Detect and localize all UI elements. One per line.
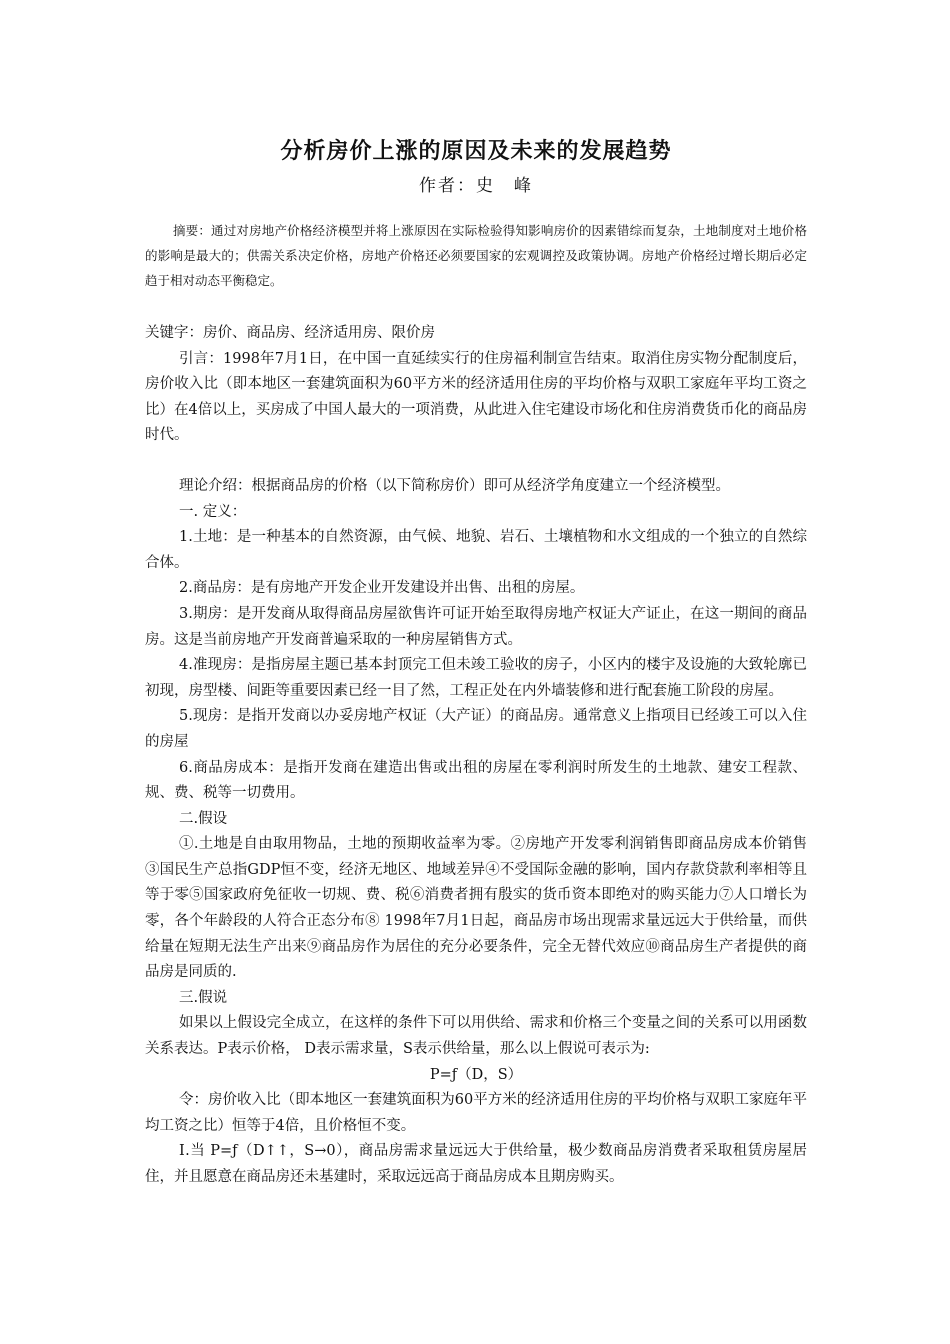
definition-quasi-existing-housing: 4.准现房：是指房屋主题已基本封顶完工但未竣工验收的房子，小区内的楼宇及设施的大致轮廓已初现，房型楼、间距等重要因素已经一目了然，工程正处在内外墙装修和进行配套施工阶段的房屋。	[145, 657, 807, 699]
case-one-paragraph: Ⅰ.当 P=ƒ（D↑↑，S→0），商品房需求量远远大于供给量，极少数商品房消费者采取租赁房屋居住，并且愿意在商品房还未基建时，采取远远高于商品房成本且期房购买。	[145, 1143, 807, 1185]
abstract-paragraph: 摘要：通过对房地产价格经济模型并将上涨原因在实际检验得知影响房价的因素错综而复杂，土地制度对土地价格的影响是最大的；供需关系决定价格，房地产价格还必须要国家的宏观调控及政策协调。房地产价格经过增长期后必定趋于相对动态平衡稳定。	[145, 223, 807, 288]
section-heading-definitions: 一. 定义：	[179, 503, 247, 520]
paragraph-spacer	[145, 449, 807, 474]
section-heading-assumptions: 二.假设	[179, 810, 228, 827]
hypothesis-paragraph: 如果以上假设完全成立，在这样的条件下可以用供给、需求和价格三个变量之间的关系可以用函数关系表达。P表示价格， D表示需求量，S表示供给量，那么以上假说可表示为:	[145, 1015, 807, 1058]
let-paragraph: 令：房价收入比（即本地区一套建筑面积为60平方米的经济适用住房的平均价格与双职工家庭年平均工资之比）恒等于4倍，且价格恒不变。	[145, 1092, 807, 1134]
definition-commercial-housing: 2.商品房：是有房地产开发企业开发建设并出售、出租的房屋。	[179, 580, 585, 597]
section-heading-hypothesis: 三.假说	[179, 989, 228, 1006]
definition-existing-housing: 5.现房：是指开发商以办妥房地产权证（大产证）的商品房。通常意义上指项目已经竣工可以入住的房屋	[145, 708, 807, 750]
theory-paragraph: 理论介绍：根据商品房的价格（以下简称房价）即可从经济学角度建立一个经济模型。	[179, 477, 730, 494]
formula-line: P=ƒ（D，S）	[429, 1066, 523, 1083]
definition-off-plan-housing: 3.期房：是开发商从取得商品房屋欲售许可证开始至取得房地产权证大产证止，在这一期间的商品房。这是当前房地产开发商普遍采取的一种房屋销售方式。	[145, 605, 807, 648]
keywords-line: 关键字：房价、商品房、经济适用房、限价房	[145, 325, 435, 341]
document-author: 作者：史 峰	[419, 176, 533, 196]
assumptions-paragraph: ①.土地是自由取用物品，土地的预期收益率为零。②房地产开发零利润销售即商品房成本价销售③国民生产总指GDP恒不变，经济无地区、地域差异④不受国际金融的影响，国内存款贷款利率相等且等于零⑤国家政府免征收一切规、费、税⑥消费者拥有殷实的货币资本即绝对的购买能力⑦人口增长为零，各个年龄段的人符合正态分布⑧ 1998年7月1日起，商品房市场出现需求量远远大于供给量，而供给量在短期无法生产出来⑨商品房作为居住的充分必要条件，完全无替代效应⑩商品房生产者提供的商品房是同质的.	[145, 836, 807, 981]
definition-housing-cost: 6.商品房成本：是指开发商在建造出售或出租的房屋在零利润时所发生的土地款、建安工程款、规、费、税等一切费用。	[145, 759, 807, 802]
document-title: 分析房价上涨的原因及未来的发展趋势	[280, 139, 672, 164]
document-page	[145, 132, 807, 1191]
definition-land: 1.土地：是一种基本的自然资源，由气候、地貌、岩石、土壤植物和水文组成的一个独立的自然综合体。	[145, 529, 807, 571]
intro-paragraph: 引言：1998年7月1日，在中国一直延续实行的住房福利制宣告结束。取消住房实物分配制度后，房价收入比（即本地区一套建筑面积为60平方米的经济适用住房的平均价格与双职工家庭年平均工资之比）在4倍以上，买房成了中国人最大的一项消费，从此进入住宅建设市场化和住房消费货币化的商品房时代。	[145, 350, 807, 444]
